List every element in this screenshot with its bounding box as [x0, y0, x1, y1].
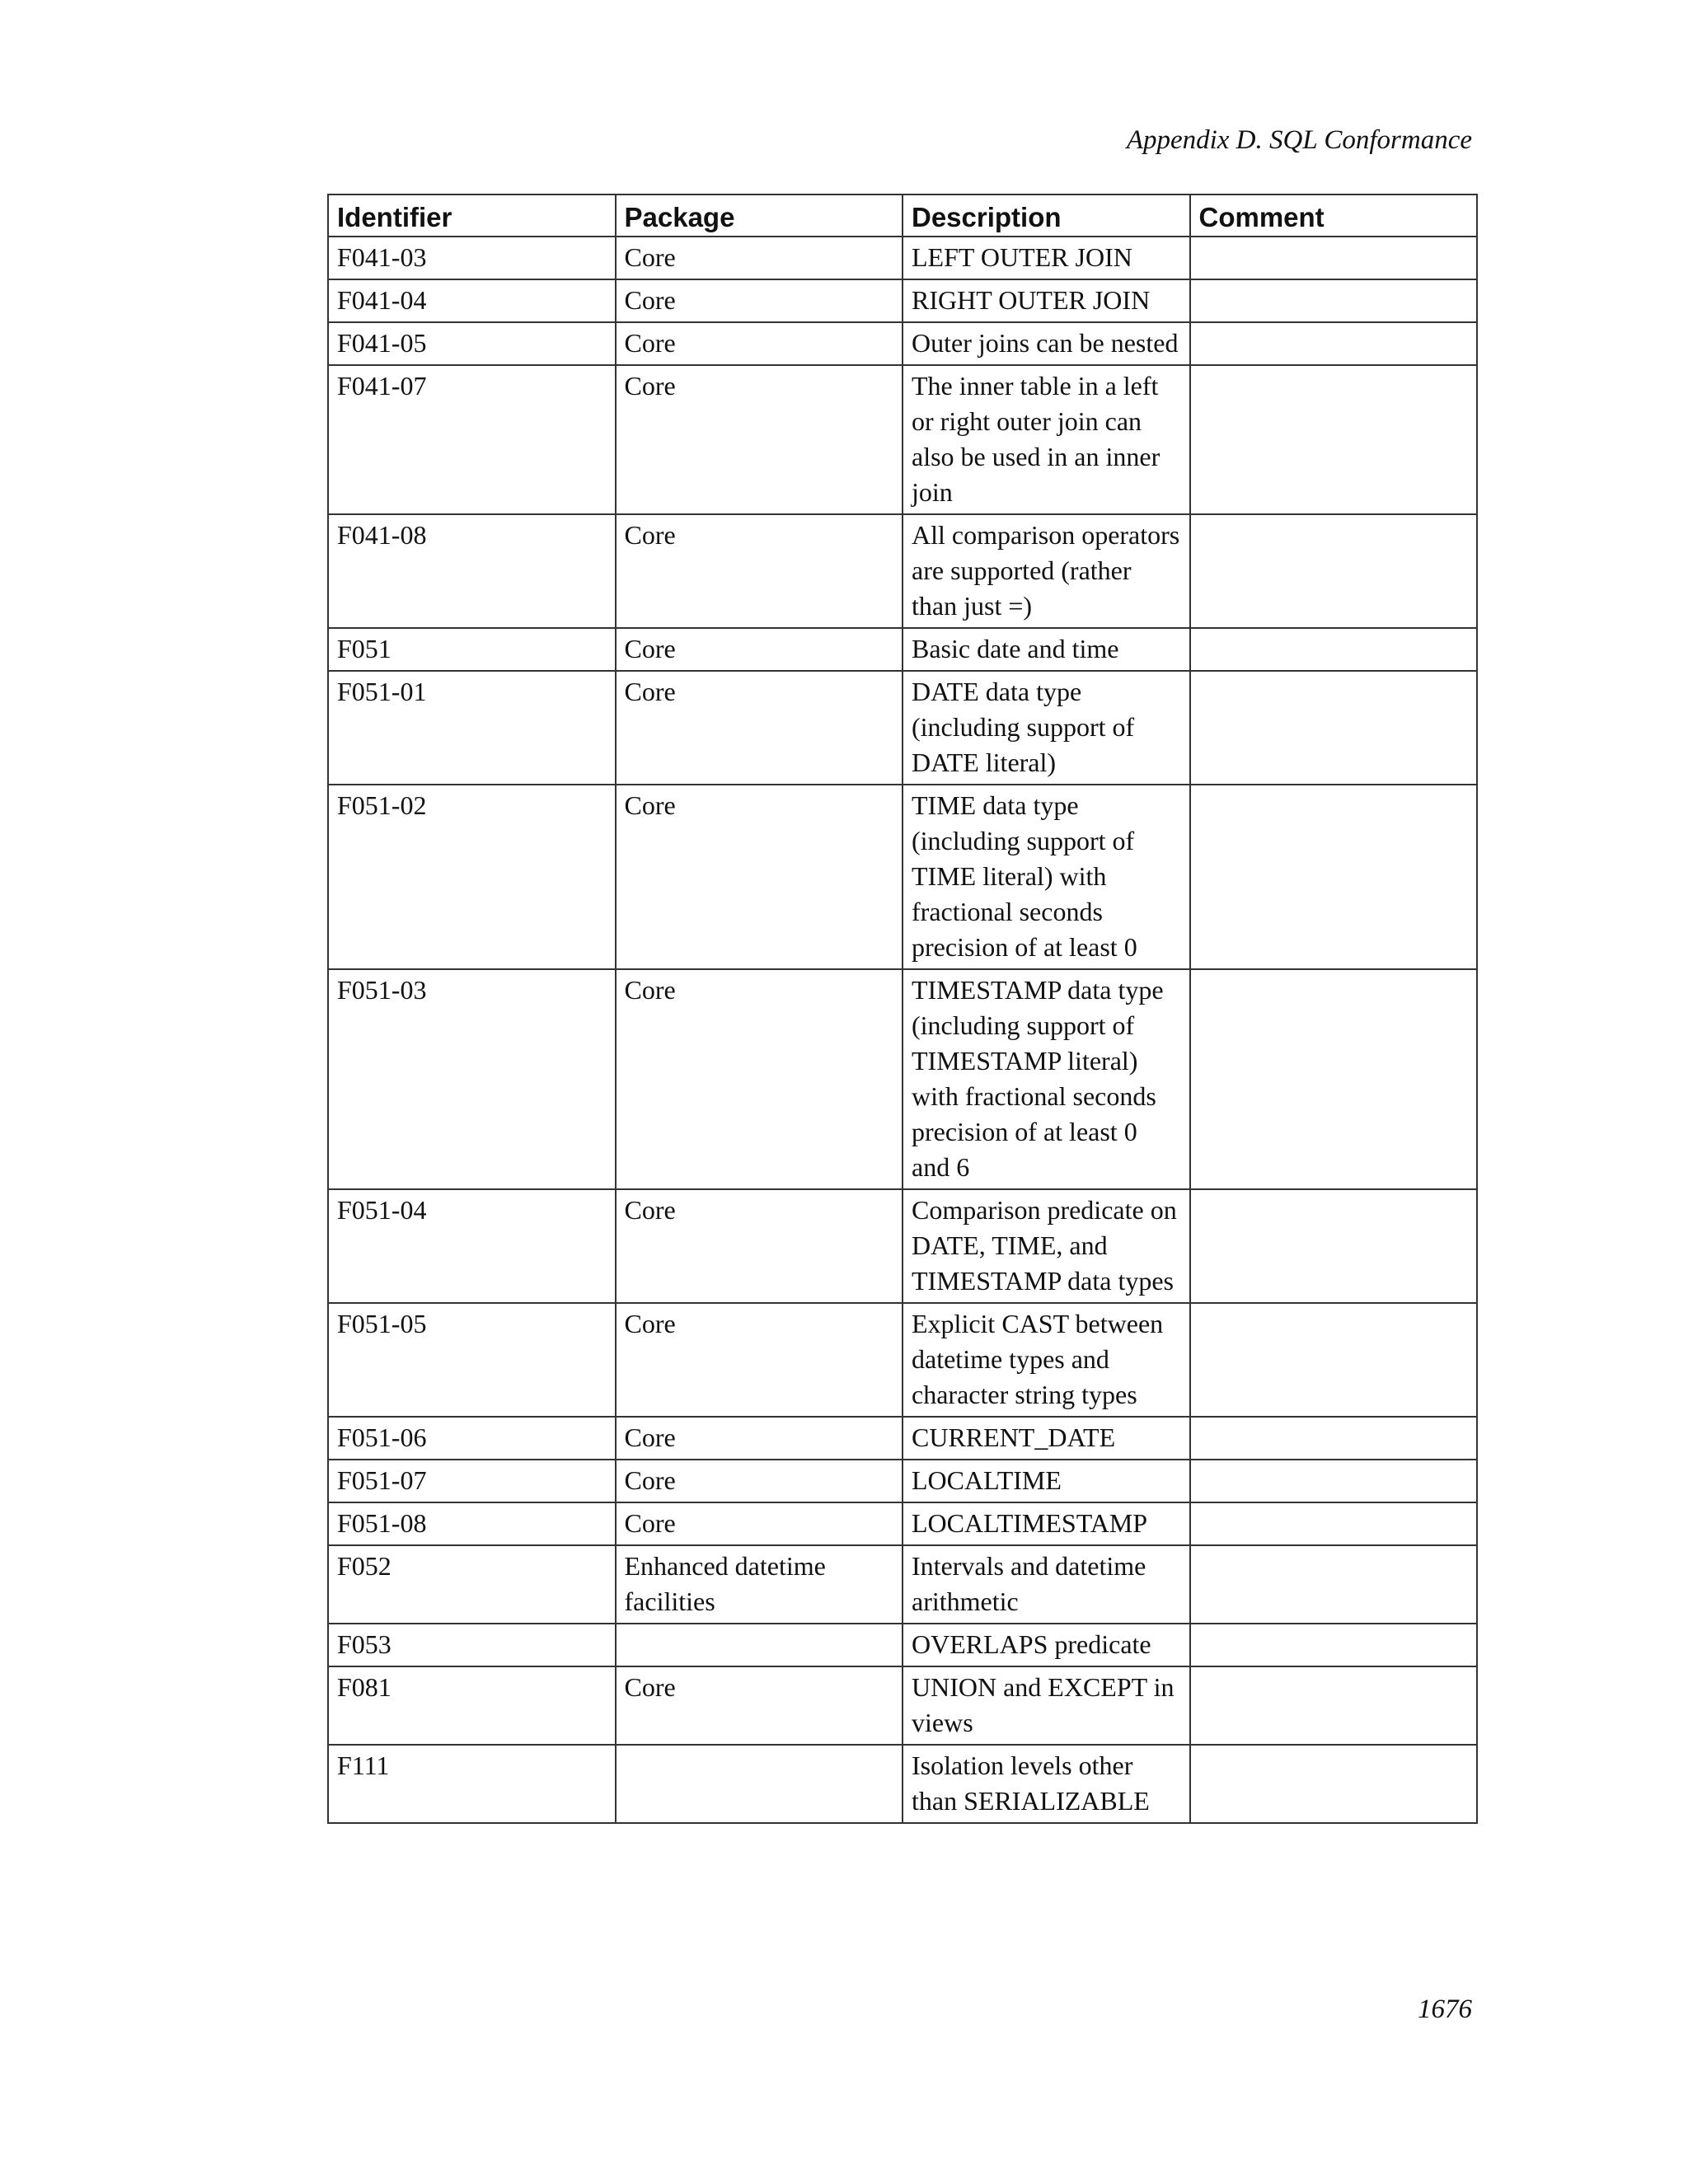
cell-package: Core	[616, 279, 903, 322]
cell-identifier: F051-04	[328, 1189, 616, 1303]
cell-identifier: F041-05	[328, 322, 616, 365]
cell-description: OVERLAPS predicate	[903, 1624, 1190, 1666]
cell-identifier: F041-03	[328, 237, 616, 279]
cell-description: CURRENT_DATE	[903, 1417, 1190, 1460]
cell-description: Intervals and datetime arithmetic	[903, 1545, 1190, 1624]
cell-description: Outer joins can be nested	[903, 322, 1190, 365]
table-row	[328, 969, 1477, 1189]
table-row	[328, 279, 1477, 322]
table-row	[328, 237, 1477, 279]
cell-package: Enhanced datetime facilities	[616, 1545, 903, 1624]
cell-comment	[1190, 1745, 1478, 1823]
cell-description: DATE data type (including support of DATE literal)	[903, 671, 1190, 785]
cell-description: Basic date and time	[903, 628, 1190, 671]
cell-package: Core	[616, 1189, 903, 1303]
cell-package: Core	[616, 628, 903, 671]
cell-description: All comparison operators are supported (rather than just =)	[903, 514, 1190, 628]
cell-package: Core	[616, 1460, 903, 1502]
cell-comment	[1190, 322, 1478, 365]
cell-description: TIME data type (including support of TIME literal) with fractional seconds precision of at least 0	[903, 785, 1190, 969]
cell-identifier: F051-05	[328, 1303, 616, 1417]
table-row	[328, 514, 1477, 628]
cell-identifier: F051-06	[328, 1417, 616, 1460]
cell-package: Core	[616, 785, 903, 969]
table-row	[328, 1745, 1477, 1823]
cell-identifier: F051-03	[328, 969, 616, 1189]
cell-identifier: F041-08	[328, 514, 616, 628]
cell-description: LEFT OUTER JOIN	[903, 237, 1190, 279]
cell-identifier: F051-01	[328, 671, 616, 785]
cell-package: Core	[616, 1666, 903, 1745]
cell-comment	[1190, 1460, 1478, 1502]
table-row	[328, 1460, 1477, 1502]
cell-comment	[1190, 969, 1478, 1189]
cell-package: Core	[616, 671, 903, 785]
cell-description: LOCALTIMESTAMP	[903, 1502, 1190, 1545]
cell-identifier: F053	[328, 1624, 616, 1666]
table-header-row	[328, 194, 1477, 237]
table-row	[328, 1624, 1477, 1666]
cell-description: RIGHT OUTER JOIN	[903, 279, 1190, 322]
cell-identifier: F051-07	[328, 1460, 616, 1502]
table-row	[328, 1545, 1477, 1624]
column-header-identifier: Identifier	[328, 194, 616, 237]
table-row	[328, 671, 1477, 785]
cell-identifier: F081	[328, 1666, 616, 1745]
table-row	[328, 785, 1477, 969]
cell-description: Isolation levels other than SERIALIZABLE	[903, 1745, 1190, 1823]
cell-package	[616, 1745, 903, 1823]
column-header-package: Package	[616, 194, 903, 237]
cell-comment	[1190, 1624, 1478, 1666]
cell-comment	[1190, 1545, 1478, 1624]
cell-package: Core	[616, 1502, 903, 1545]
cell-package: Core	[616, 1417, 903, 1460]
table-row	[328, 628, 1477, 671]
cell-identifier: F041-04	[328, 279, 616, 322]
cell-description: The inner table in a left or right outer join can also be used in an inner join	[903, 365, 1190, 514]
column-header-description: Description	[903, 194, 1190, 237]
table-body	[328, 237, 1477, 1823]
running-header: Appendix D. SQL Conformance	[1126, 125, 1472, 155]
cell-description: UNION and EXCEPT in views	[903, 1666, 1190, 1745]
cell-identifier: F052	[328, 1545, 616, 1624]
table-row	[328, 365, 1477, 514]
cell-identifier: F041-07	[328, 365, 616, 514]
cell-description: Comparison predicate on DATE, TIME, and TIMESTAMP data types	[903, 1189, 1190, 1303]
cell-description: Explicit CAST between datetime types and character string types	[903, 1303, 1190, 1417]
cell-identifier: F051	[328, 628, 616, 671]
cell-comment	[1190, 514, 1478, 628]
cell-package: Core	[616, 514, 903, 628]
cell-description: TIMESTAMP data type (including support of TIMESTAMP literal) with fractional seconds precision of at least 0 and 6	[903, 969, 1190, 1189]
table-row	[328, 1189, 1477, 1303]
cell-description: LOCALTIME	[903, 1460, 1190, 1502]
cell-package	[616, 1624, 903, 1666]
cell-package: Core	[616, 1303, 903, 1417]
cell-package: Core	[616, 237, 903, 279]
table-row	[328, 1417, 1477, 1460]
table-row	[328, 1666, 1477, 1745]
page-number: 1676	[1418, 1994, 1472, 2024]
cell-comment	[1190, 279, 1478, 322]
cell-comment	[1190, 1666, 1478, 1745]
cell-package: Core	[616, 322, 903, 365]
conformance-table	[327, 194, 1478, 1824]
table-row	[328, 322, 1477, 365]
cell-comment	[1190, 671, 1478, 785]
table-row	[328, 1303, 1477, 1417]
cell-identifier: F051-02	[328, 785, 616, 969]
cell-comment	[1190, 1417, 1478, 1460]
cell-identifier: F051-08	[328, 1502, 616, 1545]
cell-identifier: F111	[328, 1745, 616, 1823]
table-row	[328, 1502, 1477, 1545]
cell-comment	[1190, 365, 1478, 514]
cell-package: Core	[616, 365, 903, 514]
cell-comment	[1190, 785, 1478, 969]
cell-comment	[1190, 237, 1478, 279]
cell-comment	[1190, 1189, 1478, 1303]
cell-comment	[1190, 1502, 1478, 1545]
cell-comment	[1190, 628, 1478, 671]
cell-package: Core	[616, 969, 903, 1189]
cell-comment	[1190, 1303, 1478, 1417]
column-header-comment: Comment	[1190, 194, 1478, 237]
